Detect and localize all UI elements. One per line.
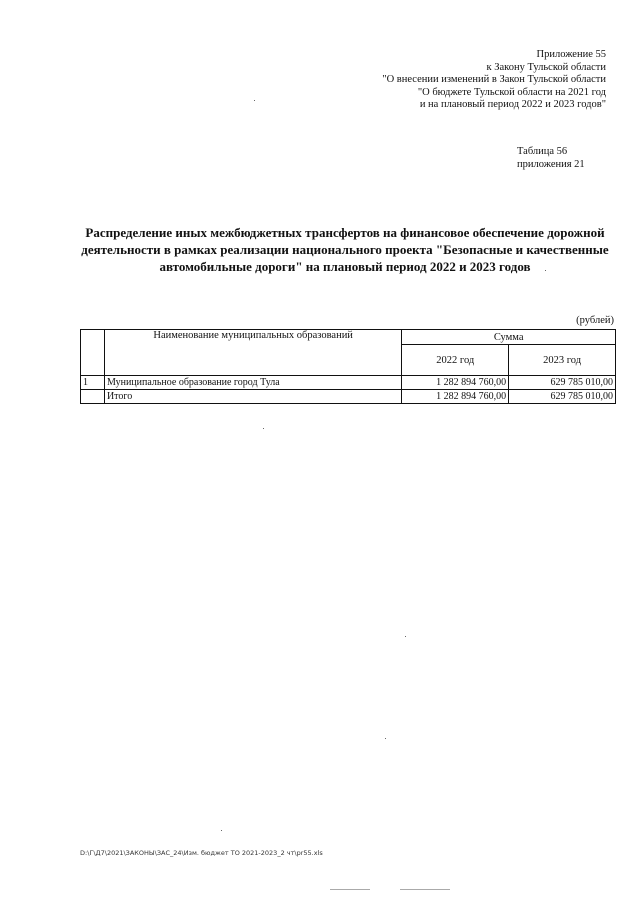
- total-amount-2022: 1 282 894 760,00: [402, 390, 509, 404]
- table-row: [81, 376, 616, 390]
- header-year-2022: 2022 год: [402, 345, 509, 376]
- appendix-amendment-ref: "О внесении изменений в Закон Тульской области: [382, 74, 606, 85]
- appendix-budget-ref: "О бюджете Тульской области на 2021 год: [417, 86, 606, 98]
- table-number: Таблица 56: [517, 146, 568, 157]
- total-number: [81, 390, 105, 404]
- scan-speck: [385, 738, 386, 739]
- table-appendix: приложения 21: [517, 159, 585, 170]
- appendix-period-ref: и на плановый период 2022 и 2023 годов": [419, 99, 606, 110]
- scan-speck: [263, 428, 264, 429]
- title-line-3: автомобильные дороги" на плановый период 2022 и 2023 годов: [159, 259, 531, 274]
- appendix-law-ref: к Закону Тульской области: [486, 61, 606, 73]
- file-path-footer: D:\Г\Д7\2021\ЗАКОНЫ\ЗАС_24\Изм. бюджет ТО 2021-2023_2 чт\pr55.xls: [80, 849, 323, 857]
- title-line-1: Распределение иных межбюджетных трансфертов на финансовое обеспечение дорожной: [85, 225, 605, 240]
- scan-speck: [254, 100, 255, 101]
- transfers-table: [80, 329, 616, 404]
- scan-speck: [330, 889, 370, 890]
- scan-speck: [400, 889, 450, 890]
- total-name: Итого: [104, 390, 401, 404]
- scan-speck: [221, 830, 222, 831]
- row-amount-2022: 1 282 894 760,00: [402, 376, 509, 390]
- total-row: [81, 390, 616, 404]
- appendix-header: [382, 49, 606, 112]
- header-name-cell: Наименование муниципальных образований: [104, 330, 401, 376]
- units-label: (рублей): [576, 315, 614, 326]
- appendix-number: Приложение 55: [536, 49, 606, 60]
- header-sum-cell: Сумма: [402, 330, 616, 345]
- scan-speck: [545, 270, 546, 271]
- row-number: 1: [81, 376, 105, 390]
- header-year-2023: 2023 год: [509, 345, 616, 376]
- row-name: Муниципальное образование город Тула: [104, 376, 401, 390]
- total-amount-2023: 629 785 010,00: [509, 390, 616, 404]
- scan-speck: [405, 636, 406, 637]
- title-line-2: деятельности в рамках реализации национального проекта "Безопасные и качественные: [81, 242, 609, 257]
- table-reference: [517, 145, 585, 171]
- document-title: [80, 224, 610, 275]
- header-number-cell: [81, 330, 105, 376]
- row-amount-2023: 629 785 010,00: [509, 376, 616, 390]
